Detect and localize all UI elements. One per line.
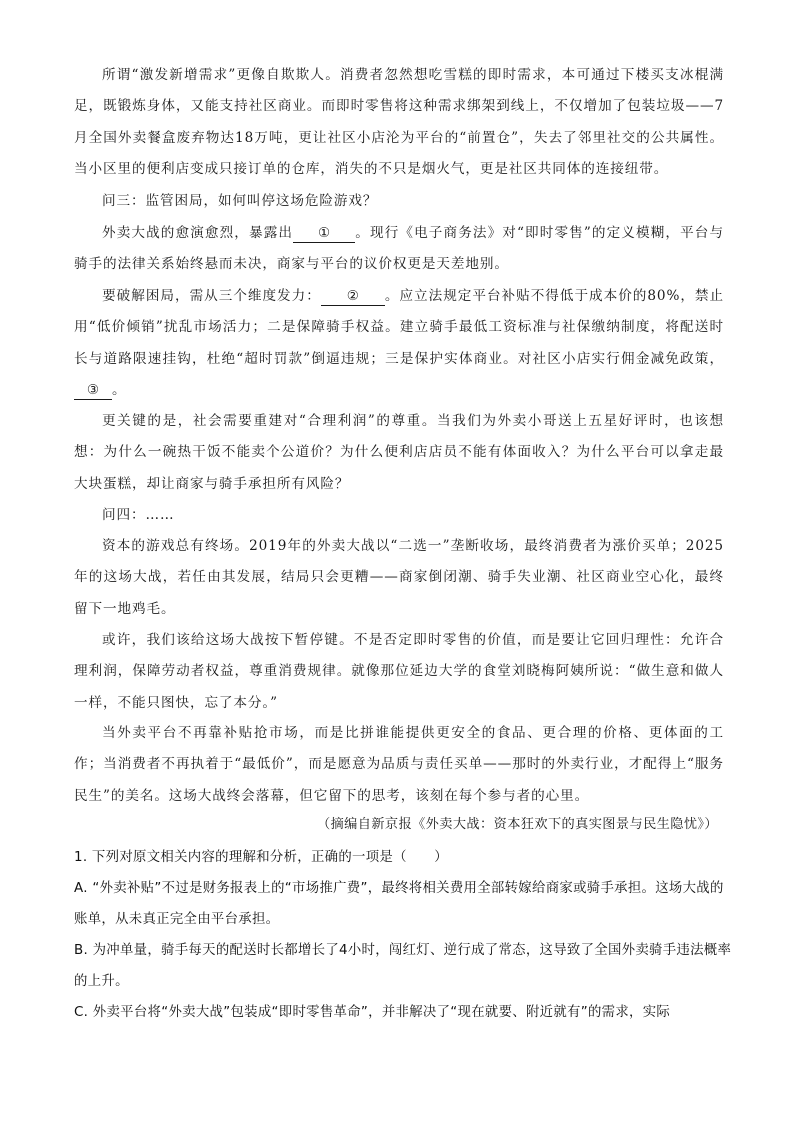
option-a: A. “外卖补贴”不过是财务报表上的“市场推广费”，最终将相关费用全部转嫁给商家或骑手承担。这场大战的账单，从未真正完全由平台承担。 (74, 881, 724, 927)
article-source: （摘编自新京报《外卖大战：资本狂欢下的真实图景与民生隐忧》） (316, 817, 718, 832)
fill-blank-1: ① (293, 224, 355, 243)
section-heading-question-three: 问三：监管困局，如何叫停这场危险游戏？ (102, 193, 378, 209)
option-b: B. 为冲单量，骑手每天的配送时长都增长了4小时，闯红灯、逆行成了常态，这导致了全国外卖骑手违法概率的上升。 (74, 943, 732, 989)
paragraph-text: 外卖大战的愈演愈烈，暴露出 (102, 225, 294, 241)
paragraph-community-demand: 所谓“激发新增需求”更像自欺欺人。消费者忽然想吃雪糕的即时需求，本可通过下楼买支冰棍满足，既锻炼身体，又能支持社区商业。而即时零售将这种需求绑架到线上，不仅增加了包装垃圾——7月全国外卖餐盒废弃物达18万吨，更让社区小店沦为平台的“前置仓”，失去了邻里社交的公共属性。当小区里的便利店变成只接订单的仓库，消失的不只是烟火气，更是社区共同体的连接纽带。 (74, 67, 724, 177)
paragraph-text: 。现行《电子商务法》对“即时零售”的定义模糊，平台与骑手的法律关系始终悬而未决，商家与平台的议价权更是天差地别。 (74, 225, 724, 273)
paragraph-text: 。 (112, 381, 127, 398)
paragraph-regulation-gap (74, 218, 724, 281)
paragraph-end-of-game: 资本的游戏总有终场。2019年的外卖大战以“二选一”垄断收场，最终消费者为涨价买单；2025年的这场大战，若任由其发展，结局只会更糟——商家倒闭潮、骑手失业潮、社区商业空心化，最终留下一地鸡毛。 (74, 538, 724, 617)
paragraph-reasonable-profit: 更关键的是，社会需要重建对“合理利润”的尊重。当我们为外卖小哥送上五星好评时，也该想想：为什么一碗热干饭不能卖个公道价？为什么便利店店员不能有体面收入？为什么平台可以拿走最大块蛋糕，却让商家与骑手承担所有风险？ (74, 413, 724, 492)
fill-blank-2: ② (321, 287, 385, 306)
option-c: C. 外卖平台将“外卖大战”包装成“即时零售革命”，并非解决了“现在就要、附近就有”的需求，实际 (74, 1005, 671, 1020)
fill-blank-3: ③ (74, 381, 112, 400)
question-stem: 1. 下列对原文相关内容的理解和分析，正确的一项是（ ） (74, 850, 448, 865)
paragraph-text: 要破解困局，需从三个维度发力： (102, 288, 321, 304)
paragraph-future-outlook: 当外卖平台不再靠补贴抢市场，而是比拼谁能提供更安全的食品、更合理的价格、更体面的工作；当消费者不再执着于“最低价”，而是愿意为品质与责任买单——那时的外卖行业，才配得上“服务民生”的美名。这场大战终会落幕，但它留下的思考，该刻在每个参与者的心里。 (74, 725, 724, 804)
paragraph-pause-button: 或许，我们该给这场大战按下暂停键。不是否定即时零售的价值，而是要让它回归理性：允许合理利润，保障劳动者权益，尊重消费规律。就像那位延边大学的食堂刘晓梅阿姨所说：“做生意和做人一样，不能只图快，忘了本分。” (74, 632, 724, 711)
section-heading-question-four: 问四：…… (102, 507, 175, 523)
paragraph-three-dimensions (74, 281, 724, 406)
paragraph-text: 。应立法规定平台补贴不得低于成本价的80%，禁止用“低价倾销”扰乱市场活力；二是保障骑手权益。建立骑手最低工资标准与社保缴纳制度，将配送时长与道路限速挂钩，杜绝“超时罚款”倒逼违规；三是保护实体商业。对社区小店实行佣金减免政策， (74, 288, 725, 367)
